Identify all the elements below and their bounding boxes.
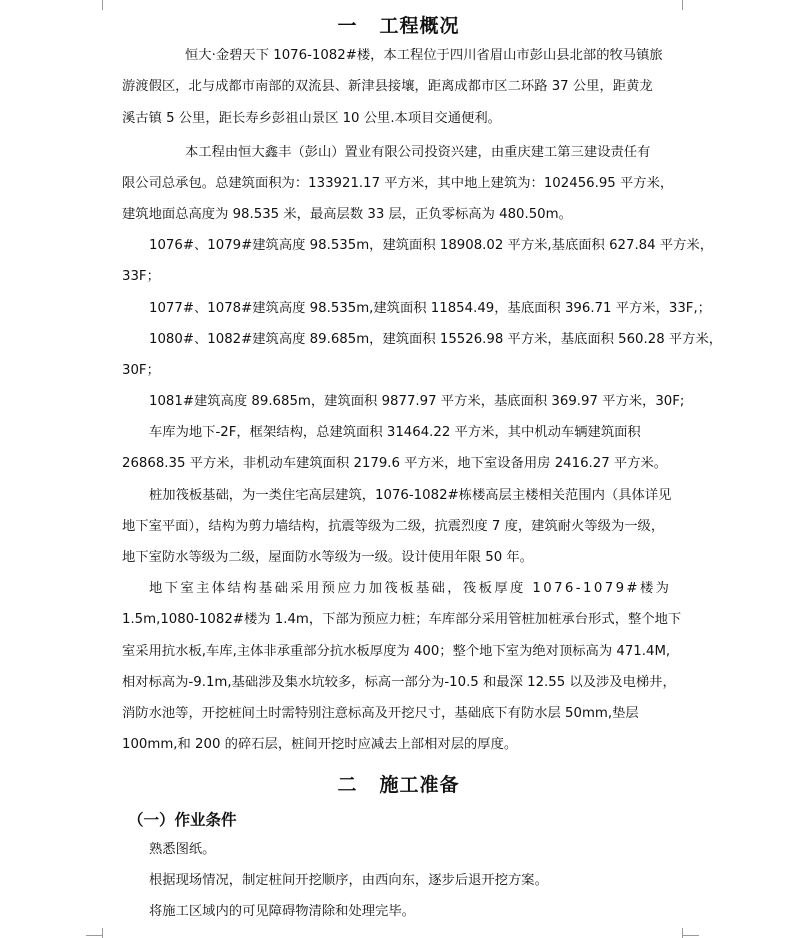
paragraph-line: 消防水池等，开挖桩间土时需特别注意标高及开挖尺寸，基础底下有防水层 50mm,垫层 bbox=[122, 706, 639, 721]
paragraph-line: 1076#、1079#建筑高度 98.535m，建筑面积 18908.02 平方米,基底面积 627.84 平方米， bbox=[149, 238, 714, 253]
paragraph-line: 26868.35 平方米，非机动车建筑面积 2179.6 平方米，地下室设备用房 2416.27 平方米。 bbox=[122, 456, 668, 471]
paragraph-line: 1077#、1078#建筑高度 98.535m,建筑面积 11854.49，基底面积 396.71 平方米，33F,； bbox=[149, 301, 711, 316]
list-item: 熟悉图纸。 bbox=[149, 842, 216, 857]
paragraph-line: 车库为地下-2F，框架结构，总建筑面积 31464.22 平方米，其中机动车辆建筑面积 bbox=[149, 425, 641, 440]
paragraph-line: 相对标高为-9.1m,基础涉及集水坑较多，标高一部分为-10.5 和最深 12.55 以及涉及电梯井， bbox=[122, 675, 676, 690]
section-heading-overview: 一 工程概况 bbox=[337, 15, 460, 37]
list-item: 根据现场情况，制定桩间开挖顺序，由西向东，逐步后退开挖方案。 bbox=[149, 873, 548, 888]
paragraph-line: 地下室平面），结构为剪力墙结构，抗震等级为二级，抗震烈度 7 度，建筑耐火等级为一级， bbox=[122, 519, 665, 534]
list-item: 将施工区域内的可见障碍物清除和处理完毕。 bbox=[149, 904, 415, 919]
paragraph-line: 溪古镇 5 公里，距长寿乡彭祖山景区 10 公里.本项目交通便利。 bbox=[122, 111, 501, 126]
paragraph-line: 本工程由恒大鑫丰（彭山）置业有限公司投资兴建，由重庆建工第三建设责任有 bbox=[185, 145, 651, 160]
crop-mark-top-right bbox=[682, 0, 683, 10]
paragraph-line: 1081#建筑高度 89.685m，建筑面积 9877.97 平方米，基底面积 369.97 平方米，30F; bbox=[149, 394, 685, 409]
crop-mark-bottom-left-h bbox=[86, 935, 102, 936]
paragraph-line: 1.5m,1080-1082#楼为 1.4m，下部为预应力桩；车库部分采用管桩加桩承台形式，整个地下 bbox=[122, 612, 682, 627]
paragraph-line: 恒大·金碧天下 1076-1082#楼，本工程位于四川省眉山市彭山县北部的牧马镇旅 bbox=[185, 48, 663, 63]
paragraph-line: 1080#、1082#建筑高度 89.685m，建筑面积 15526.98 平方米，基底面积 560.28 平方米， bbox=[149, 332, 723, 347]
crop-mark-bottom-right-h bbox=[683, 935, 699, 936]
paragraph-line: 30F； bbox=[122, 363, 160, 378]
subsection-heading-work-conditions: （一）作业条件 bbox=[128, 811, 237, 829]
paragraph-line: 100mm,和 200 的碎石层，桩间开挖时应减去上部相对层的厚度。 bbox=[122, 737, 518, 752]
crop-mark-bottom-right bbox=[682, 928, 683, 938]
paragraph-line: 33F； bbox=[122, 269, 160, 284]
paragraph-line: 地下室主体结构基础采用预应力加筏板基础，筏板厚度 1076-1079#楼为 bbox=[149, 581, 672, 596]
paragraph-line: 游渡假区，北与成都市南部的双流县、新津县接壤，距离成都市区二环路 37 公里，距黄龙 bbox=[122, 79, 653, 94]
paragraph-line: 桩加筏板基础，为一类住宅高层建筑，1076-1082#栋楼高层主楼相关范围内（具体详见 bbox=[149, 488, 672, 503]
paragraph-line: 地下室防水等级为二级，屋面防水等级为一级。设计使用年限 50 年。 bbox=[122, 550, 533, 565]
paragraph-line: 限公司总承包。总建筑面积为：133921.17 平方米，其中地上建筑为：102456.95 平方米， bbox=[122, 176, 674, 191]
section-heading-preparation: 二 施工准备 bbox=[337, 774, 460, 796]
paragraph-line: 室采用抗水板,车库,主体非承重部分抗水板厚度为 400；整个地下室为绝对顶标高为 471.4M, bbox=[122, 644, 671, 659]
crop-mark-top-left bbox=[102, 0, 103, 10]
crop-mark-bottom-left bbox=[102, 928, 103, 938]
paragraph-line: 建筑地面总高度为 98.535 米，最高层数 33 层，正负零标高为 480.50m。 bbox=[122, 207, 572, 222]
